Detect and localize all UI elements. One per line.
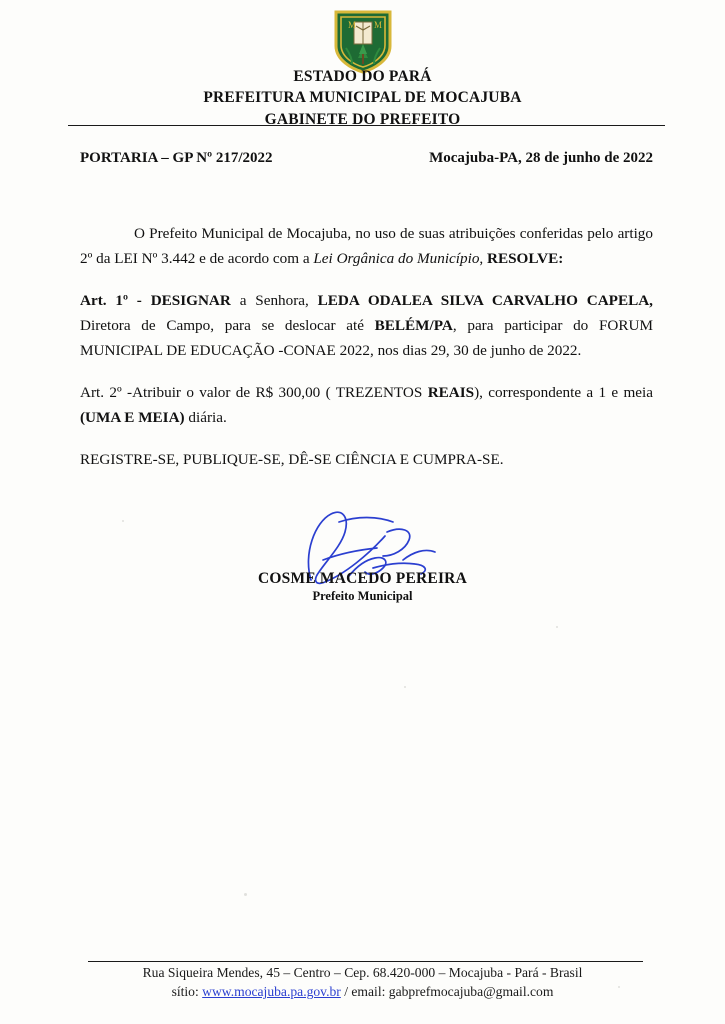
header-titles [0,66,725,130]
footer-address: Rua Siqueira Mendes, 45 – Centro – Cep. 68.420-000 – Mocajuba - Pará - Brasil [142,964,583,980]
footer-site-link[interactable]: www.mocajuba.pa.gov.br [202,984,341,1000]
art2-uma-e-meia: (UMA E MEIA) [80,408,185,426]
signer-name: COSME MACEDO PEREIRA [258,570,467,587]
paragraph-register: REGISTRE-SE, PUBLIQUE-SE, DÊ-SE CIÊNCIA E CUMPRA-SE. [80,451,504,469]
header-divider [68,125,665,126]
header-line-city: PREFEITURA MUNICIPAL DE MOCAJUBA [203,89,522,107]
intro-text-2: , [479,249,488,267]
header-line-state: ESTADO DO PARÁ [293,68,432,85]
header-line-office: GABINETE DO PREFEITO [264,110,461,128]
art1-nome: LEDA ODALEA SILVA CARVALHO CAPELA, [317,292,653,310]
footer-contact-line [0,982,725,1002]
svg-text:M: M [347,20,356,30]
scan-speck [122,520,124,522]
scan-speck [244,893,247,896]
title-row [80,150,653,167]
scan-speck [404,686,406,688]
scan-speck [556,626,558,628]
art1-prefix: Art. 1º - [80,292,151,310]
paragraph-intro [80,222,653,271]
portaria-number: PORTARIA – GP Nº 217/2022 [80,150,273,166]
footer-email-label: / email: [340,984,389,1000]
signer-role: Prefeito Municipal [312,589,413,603]
art1-resto: , para participar do FORUM MUNICIPAL DE EDUCAÇÃO -CONAE 2022, nos dias 29, 30 de junho de 2022. [80,316,653,359]
footer-site-label: sítio: [171,984,203,1000]
svg-text:M: M [373,20,382,30]
art2-prefix: Art. 2º -Atribuir o valor de R$ 300,00 ( TREZENTOS [80,384,428,402]
paragraph-art2 [80,381,653,430]
intro-law-italic: Lei Orgânica do Município [313,249,480,267]
art2-mid: ), correspondente a 1 e meia [474,384,653,402]
art2-reais: REAIS [427,384,475,402]
place-and-date: Mocajuba-PA, 28 de junho de 2022 [429,150,653,166]
art2-end: diária. [184,408,227,426]
coat-of-arms-icon [332,8,394,74]
art1-cargo: Diretora de Campo, para se deslocar até [80,316,375,334]
art1-designar: DESIGNAR [150,292,231,310]
intro-resolve: RESOLVE: [487,249,564,267]
intro-text-1: O Prefeito Municipal de Mocajuba, no uso de suas atribuições conferidas pelo artigo 2º da LEI Nº 3.442 e de acordo com a [80,225,653,267]
art1-destino: BELÉM/PA [374,316,453,334]
art1-a-senhora: a Senhora, [230,292,318,310]
paragraph-art1 [80,289,653,363]
crest-container [0,8,725,74]
signature-block [0,512,725,604]
footer-email: gabprefmocajuba@gmail.com [388,984,554,1000]
document-body [80,222,653,491]
footer [0,963,725,1002]
